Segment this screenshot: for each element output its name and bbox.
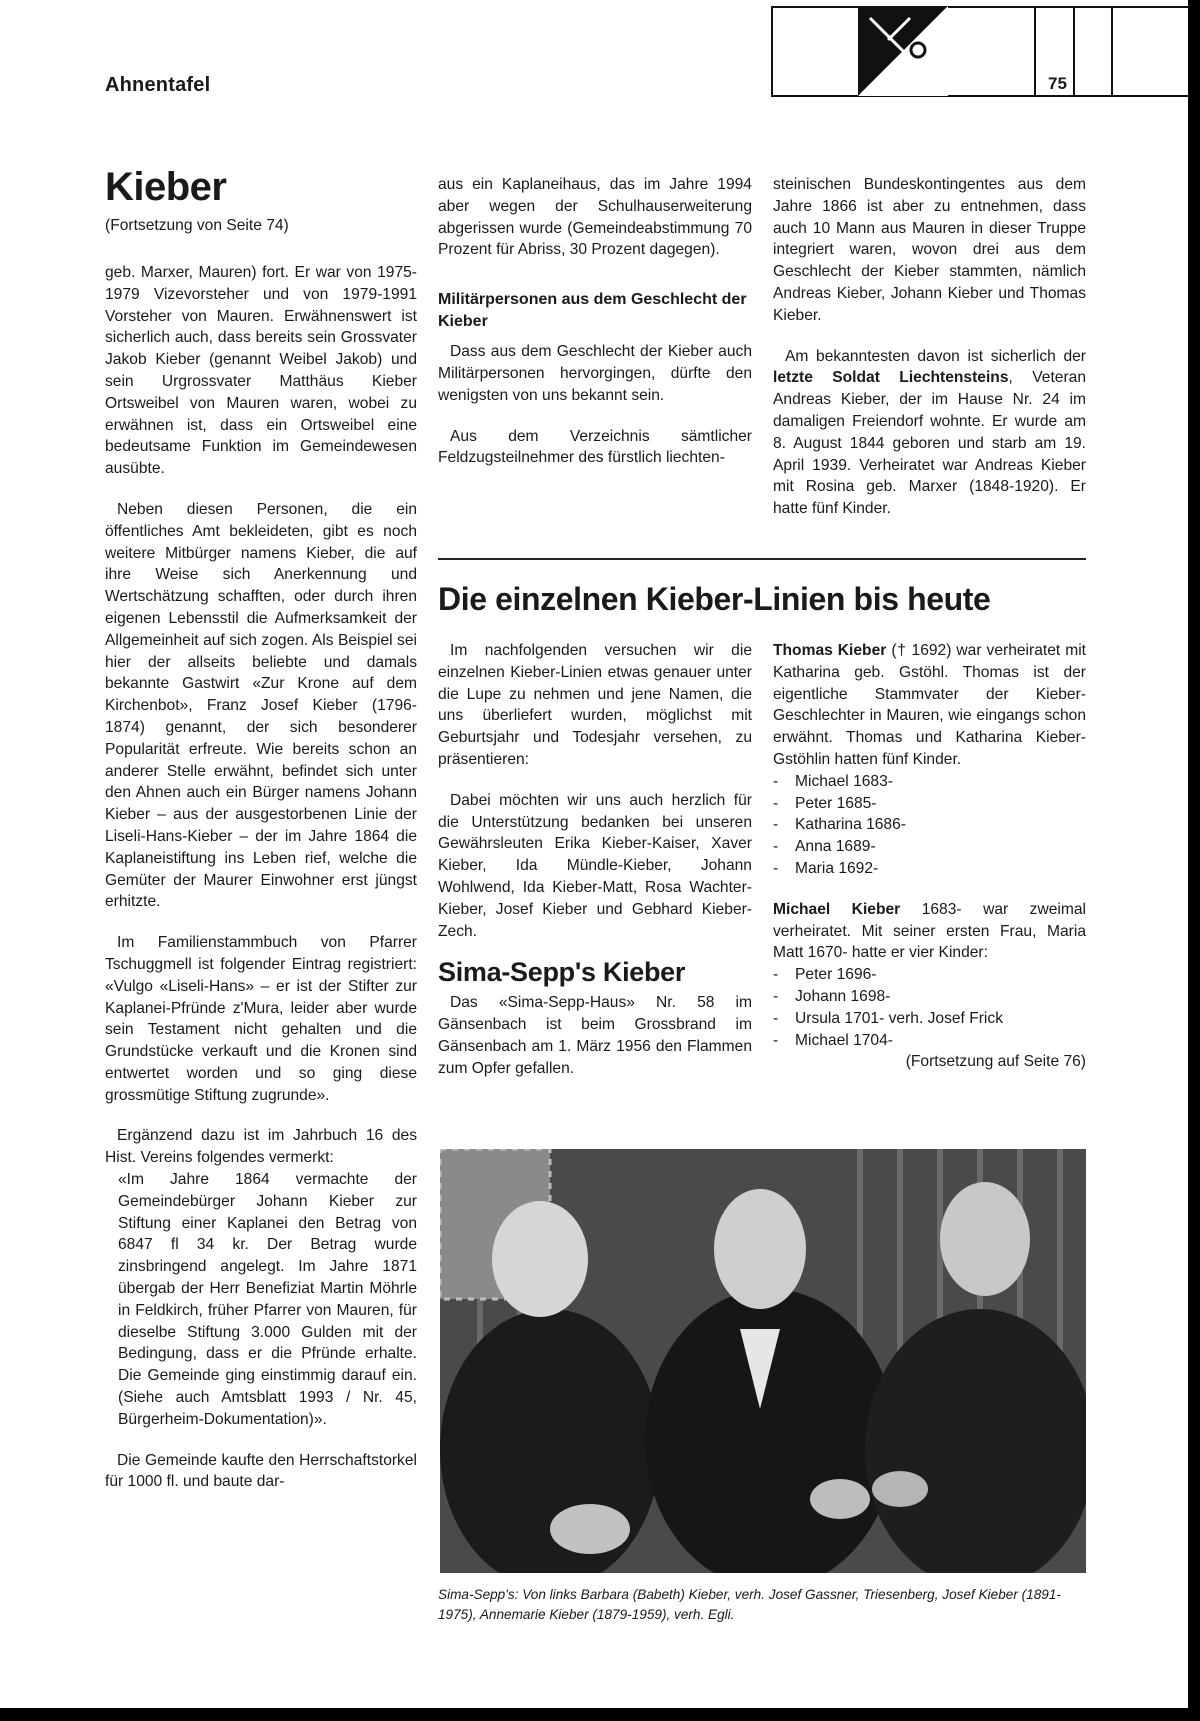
list-item: - Peter 1696- xyxy=(773,966,877,984)
paragraph: Das «Sima-Sepp-Haus» Nr. 58 im Gänsenbach ist beim Grossbrand im Gänsenbach am 1. März 1956 den Flammen zum Opfer gefallen. xyxy=(438,994,752,1077)
list-item: - Peter 1685- xyxy=(773,794,877,812)
person-name: Thomas Kieber xyxy=(773,642,887,659)
continuation-note: (Fortsetzung auf Seite 76) xyxy=(905,1053,1086,1071)
paragraph: Thomas Kieber († 1692) war verheiratet mit Katharina geb. Gstöhl. Thomas ist der eigentliche Stammvater der Kieber-Geschlechter in Mauren, wie eingangs schon erwähnt. Thomas und Katharina Kieber-Gstöhlin hatten fünf Kinder. xyxy=(773,642,1087,768)
list-item: - Maria 1692- xyxy=(773,859,879,877)
paragraph: Neben diesen Personen, die ein öffentliches Amt bekleideten, gibt es noch weitere Mitbürger namens Kieber, die auf ihre Weise sich Anerkennung und Wertschätzung schafften, oder durch ihren eigenen Lebensstil die Aufmerksamkeit der Allgemeinheit auf sich zogen. Als Beispiel sei hier der allseits beliebte und damals bekannte Gastwirt «Zur Krone auf dem Kirchenbot», Franz Josef Kieber (1796-1874) genannt, der sich besonderer Popularität erfreute. Wie bereits schon an anderer Stelle erwähnt, befindet sich unter den Ahnen auch ein Bürger namens Johann Kieber – aus der ausgestorbenen Linie der Liseli-Hans-Kieber – der im Jahre 1864 die Kaplaneistiftung ins Leben rief, welche die Gemüter der Maurer Einwohner erst jüngst erhitzte. xyxy=(105,500,417,911)
section-heading: Sima-Sepp's Kieber xyxy=(438,957,686,988)
paragraph: Am bekanntesten davon ist sicherlich der letzte Soldat Liechtensteins, Veteran Andreas Kieber, der im Hause Nr. 24 im damaligen Freiendorf wohnte. Er wurde am 8. August 1844 geboren und starb am 19. April 1939. Verheiratet war Andreas Kieber mit Rosina geb. Marxer (1848-1920). Er hatte fünf Kinder. xyxy=(773,347,1086,518)
quotation: «Im Jahre 1864 vermachte der Gemeindebürger Johann Kieber zur Stiftung einer Kaplanei den Betrag von 6847 fl 34 kr. Der Betrag wurde zinsbringend angelegt. Im Jahre 1871 übergab der Herr Benefiziat Martin Möhrle in Feldkirch, früher Pfarrer von Mauren, für dieselbe Stiftung 3.000 Gulden mit der Bedingung, dass er die Pfründe erhalte. Die Gemeinde ging einstimmig darauf ein. (Siehe auch Amtsblatt 1993 / Nr. 45, Bürgerheim-Dokumentation)». xyxy=(118,1171,417,1428)
paragraph: Die Gemeinde kaufte den Herrschaftstorkel für 1000 fl. und baute dar- xyxy=(105,1451,417,1491)
paragraph: Michael Kieber 1683- war zweimal verheiratet. Mit seiner ersten Frau, Maria Matt 1670- hatte er vier Kinder: xyxy=(773,900,1086,962)
paragraph: Aus dem Verzeichnis sämtlicher Feldzugsteilnehmer des fürstlich liechten- xyxy=(438,427,752,467)
paragraph: steinischen Bundeskontingentes aus dem Jahre 1866 ist aber zu entnehmen, dass auch 10 Mann aus Mauren in dieser Truppe integriert waren, wovon drei aus dem Geschlecht der Kieber stammten, nämlich Andreas Kieber, Johann Kieber und Thomas Kieber. xyxy=(773,176,1086,324)
list-item: - Johann 1698- xyxy=(773,987,891,1005)
paragraph: Dabei möchten wir uns auch herzlich für die Unterstützung bedanken bei unseren Gewährsleuten Erika Kieber-Kaiser, Xaver Kieber, Ida Mündle-Kieber, Johann Wohlwend, Ida Kieber-Matt, Rosa Wachter-Kieber, Josef Kieber und Gebhard Kieber-Zech. xyxy=(438,791,752,940)
crossed-tools-emblem-icon xyxy=(858,6,948,96)
column-right-top xyxy=(773,174,1086,539)
divider xyxy=(438,558,1086,560)
paragraph: Im nachfolgenden versuchen wir die einzelnen Kieber-Linien etwas genauer unter die Lupe zu nehmen und jene Namen, die uns überliefert wurden, möglichst mit Geburtsjahr und Todesjahr versehen, zu präsentieren: xyxy=(438,642,752,768)
section-heading: Militärpersonen aus dem Geschlecht der Kieber xyxy=(438,291,747,331)
paragraph: geb. Marxer, Mauren) fort. Er war von 1975-1979 Vizevorsteher und von 1979-1991 Vorsteher von Mauren. Erwähnenswert ist sicherlich auch, dass bereits sein Grossvater Jakob Kieber (genannt Weibel Jakob) und sein Urgrossvater Matthäus Kieber Ortsweibel von Mauren waren, wobei zu erwähnen ist, dass ein Ortsweibel eine bedeutsame Funktion im Gemeindewesen ausübte. xyxy=(105,264,417,478)
subtitle: (Fortsetzung von Seite 74) xyxy=(105,217,289,234)
list-item: - Katharina 1686- xyxy=(773,816,906,834)
section-label: Ahnentafel xyxy=(105,74,211,96)
page-number: 75 xyxy=(1048,74,1067,93)
paragraph: Dass aus dem Geschlecht der Kieber auch Militärpersonen hervorgingen, dürfte den wenigsten von uns bekannt sein. xyxy=(438,343,752,404)
paragraph: aus ein Kaplaneihaus, das im Jahre 1994 aber wegen der Schulhauserweiterung abgerissen wurde (Gemeindeabstimmung 70 Prozent für Abriss, 30 Prozent dagegen). xyxy=(438,176,752,259)
column-middle-bottom xyxy=(438,640,752,1098)
list-item: - Michael 1683- xyxy=(773,772,893,790)
list-item: - Michael 1704- xyxy=(773,1031,893,1049)
main-heading: Die einzelnen Kieber-Linien bis heute xyxy=(438,581,991,617)
article-title: Kieber xyxy=(105,165,227,209)
person-name: Michael Kieber xyxy=(773,900,901,918)
list-item: - Anna 1689- xyxy=(773,838,876,856)
paragraph: Ergänzend dazu ist im Jahrbuch 16 des Hist. Vereins folgendes vermerkt: xyxy=(105,1127,417,1167)
column-right-bottom xyxy=(773,640,1086,1073)
children-list xyxy=(773,771,1086,880)
photo-caption: Sima-Sepp's: Von links Barbara (Babeth) Kieber, verh. Josef Gassner, Triesenberg, Josef Kieber (1891-1975), Annemarie Kieber (1879-1959), verh. Egli. xyxy=(438,1587,1061,1622)
column-left xyxy=(105,262,417,1512)
highlighted-phrase: letzte Soldat Liechtensteins xyxy=(773,369,1009,387)
family-photo xyxy=(440,1149,1086,1573)
family-photo-image xyxy=(440,1149,1086,1573)
list-item: - Ursula 1701- verh. Josef Frick xyxy=(773,1009,1003,1027)
header-box xyxy=(771,0,1188,97)
children-list xyxy=(773,964,1086,1051)
paragraph: Im Familienstammbuch von Pfarrer Tschuggmell ist folgender Eintrag registriert: «Vulgo «Liseli-Hans» – er ist der Stifter zur Kaplanei-Pfründe z'Mura, leider aber wurde sein Testament nicht gehalten und die Grundstücke verkauft und die Kronen sind entwertet worden und so ging diese grossmütige Stiftung zugrunde». xyxy=(105,934,417,1104)
column-middle-top xyxy=(438,174,752,488)
